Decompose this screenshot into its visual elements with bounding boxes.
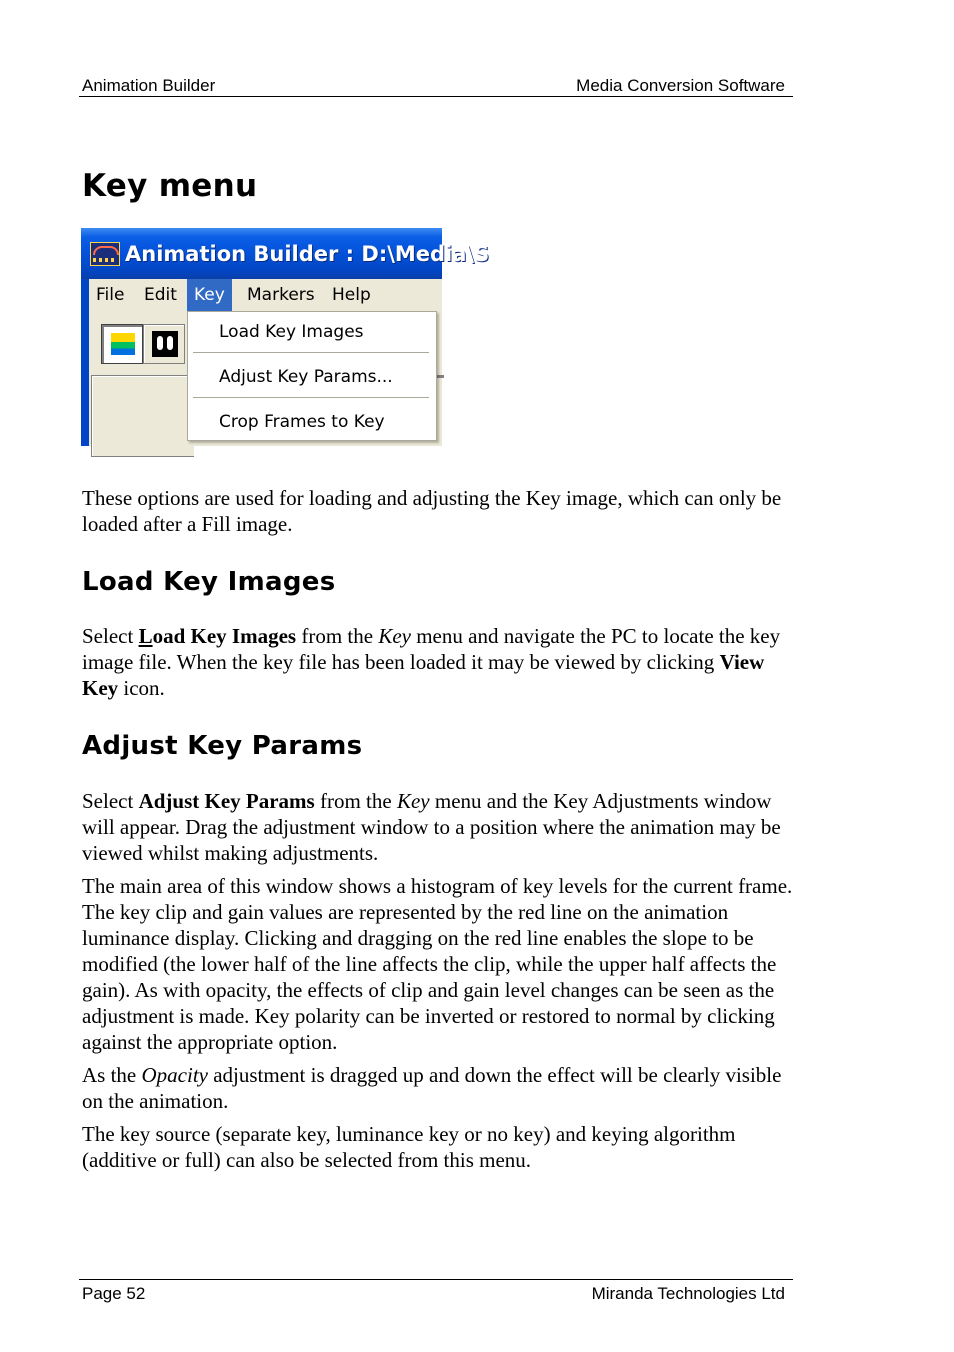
- bold-text: oad Key Images: [152, 624, 297, 648]
- menu-item-crop-frames-to-key[interactable]: Crop Frames to Key: [219, 412, 385, 432]
- text: Select: [82, 624, 139, 648]
- section-heading-adjust-key-params: Adjust Key Params: [82, 731, 363, 761]
- menu-help[interactable]: Help: [332, 285, 371, 305]
- page-title: Key menu: [82, 168, 258, 204]
- workspace-panel: [91, 375, 194, 457]
- bold-term: View Key: [82, 650, 765, 700]
- menu-file[interactable]: File: [96, 285, 125, 305]
- key-image-icon: [152, 331, 178, 357]
- app-icon: [90, 242, 120, 266]
- window-frame-left: [81, 279, 89, 446]
- menu-edit[interactable]: Edit: [144, 285, 177, 305]
- text: adjustment is dragged up and down the effect will be clearly visible on the animation.: [82, 1063, 782, 1113]
- text: Select: [82, 789, 139, 813]
- adjust-paragraph-4: The key source (separate key, luminance key or no key) and keying algorithm (additive or full) can also be selected from this menu.: [82, 1122, 736, 1172]
- menu-markers[interactable]: Markers: [247, 285, 315, 305]
- adjust-paragraph-3: [82, 1062, 794, 1114]
- text: menu and navigate the PC to locate the key image file. When the key file has been loaded it may be viewed by clicking: [82, 624, 781, 674]
- intro-paragraph: These options are used for loading and adjusting the Key image, which can only be loaded after a Fill image.: [82, 486, 782, 536]
- text: from the: [314, 789, 397, 813]
- key-menu-screenshot: [81, 228, 490, 446]
- adjust-paragraph-1: [82, 788, 794, 866]
- menu-separator: [193, 397, 429, 398]
- menu-separator: [193, 352, 429, 353]
- access-key-char: L: [138, 624, 153, 648]
- fill-image-button[interactable]: [101, 324, 143, 364]
- adjust-paragraph-2: The main area of this window shows a histogram of key levels for the current frame. The key clip and gain values are represented by the red line on the animation luminance display. Clicking and dragging on the red line enables the slope to be modified (the lower half of the line affects the clip, while the upper half affects the gain). As with opacity, the effects of clip and gain level changes can be seen as the adjustment is made. Key polarity can be inverted or restored to normal by clicking against the appropriate option.: [82, 874, 793, 1054]
- page-footer: [79, 1279, 793, 1306]
- page-number: Page 52: [82, 1284, 146, 1303]
- text: from the: [296, 624, 379, 648]
- bold-term: [139, 624, 297, 648]
- italic-term: Opacity: [141, 1063, 208, 1087]
- window-title: Animation Builder : D:\Media\S: [125, 242, 490, 266]
- menu-key[interactable]: Key: [187, 279, 232, 311]
- menu-item-adjust-key-params[interactable]: Adjust Key Params...: [219, 367, 393, 387]
- window-titlebar[interactable]: [81, 228, 490, 279]
- fill-image-icon: [111, 333, 135, 355]
- page-header: [79, 74, 793, 97]
- footer-company: Miranda Technologies Ltd: [591, 1284, 785, 1303]
- header-left: Animation Builder: [82, 76, 216, 95]
- italic-term: Key: [378, 624, 411, 648]
- text: As the: [82, 1063, 142, 1087]
- bold-term: Adjust Key Params: [138, 789, 315, 813]
- key-dropdown-menu: [187, 311, 437, 441]
- text: menu and the Key Adjustments window will appear. Drag the adjustment window to a position where the animation may be viewed whilst making adjustments.: [82, 789, 781, 865]
- header-right: Media Conversion Software: [576, 76, 785, 95]
- load-key-paragraph: [82, 623, 794, 701]
- view-key-button[interactable]: [143, 324, 185, 364]
- text: icon.: [118, 676, 165, 700]
- menu-item-load-key-images[interactable]: Load Key Images: [219, 322, 364, 342]
- menu-bar: [89, 279, 442, 311]
- section-heading-load-key-images: Load Key Images: [82, 567, 336, 597]
- italic-term: Key: [396, 789, 430, 813]
